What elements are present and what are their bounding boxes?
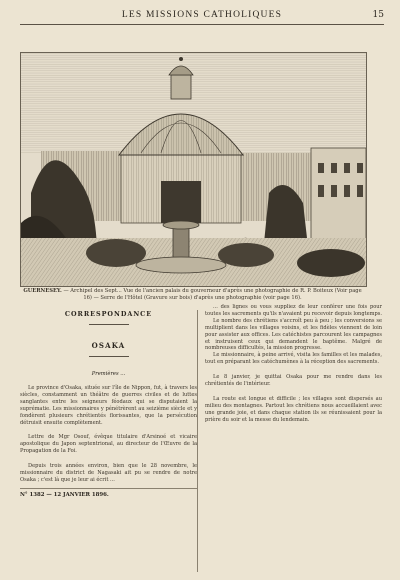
left-column	[20, 304, 197, 498]
caption-lead: GUERNESEY.	[23, 288, 62, 294]
right-column	[205, 304, 382, 424]
running-header	[20, 10, 384, 25]
paragraph: La route est longue et difficile ; les villages sont dispersés au milieu des montagnes. Partout les chrétiens nous accueillaient avec une grande joie, et dans chaque station ils se réunissaient pour la prière du soir et la messe du lendemain.	[205, 395, 382, 423]
paragraph: Le missionnaire, à peine arrivé, visita les familles et les malades, tout en préparant les catéchumènes à la réception des sacrements.	[205, 352, 382, 366]
engraving-caption	[20, 288, 365, 301]
publication-title: LES MISSIONS CATHOLIQUES	[121, 10, 283, 20]
section-lead: Premières ...	[91, 371, 126, 377]
paragraph: Lettre de Mgr Osouf, évêque titulaire d'Arsinoé et vicaire apostolique du Japon septentrional, au directeur de l'Œuvre de la Propagation de la Foi.	[20, 434, 197, 455]
building-illustration-icon	[20, 52, 367, 287]
heading-rule	[89, 356, 129, 357]
caption-text: — Archipel des Sept... Vue de l'ancien palais du gouverneur d'après une photographie de R. P. Boiteux (Voir page 16) — Serre de l'Hôtel (Gravure sur bois) d'après une photographie (voir page 16).	[63, 288, 362, 301]
correspondance-heading: CORRESPONDANCE	[64, 310, 153, 318]
paragraph: Le nombre des chrétiens s'accroît peu à peu ; les conversions se multiplient dans les villages voisins, et les fidèles viennent de loin pour assister aux offices. Les catéchistes parcourent les campagnes et instruisent ceux qui demandent le baptême. Malgré de nombreuses difficultés, la mission progresse.	[205, 317, 382, 352]
paragraph: ... des lignes ou vous suppliez de leur conférer une fois pour toutes les sacrements qu'ils n'avaient pu recevoir depuis longtemps.	[205, 304, 382, 317]
heading-rule	[89, 324, 129, 325]
paragraph: Le 8 janvier, je quittai Osaka pour me rendre dans les chrétientés de l'intérieur.	[205, 374, 382, 388]
issue-number: N° 1382 — 12 JANVIER 1896.	[20, 488, 197, 498]
osaka-heading: OSAKA	[91, 341, 126, 350]
paragraph: Le province d'Osaka, située sur l'île de Nippon, fut, à travers les siècles, constamment un théâtre de guerres civiles et de luttes sanglantes entre les seigneurs féodaux qui se disputaient la suprématie. Les missionnaires y pénétrèrent au seizième siècle et y fondèrent plusieurs chrétientés florissantes, que la persécution détruisit ensuite complètement.	[20, 385, 197, 426]
page-number: 15	[372, 10, 384, 20]
paragraph: Depuis trois années environ, bien que le 28 novembre, le missionnaire du district de Nagasaki ait pu se rendre de notre Osaka ; c'est là que je leur ai écrit ...	[20, 463, 197, 483]
column-divider	[197, 310, 198, 572]
